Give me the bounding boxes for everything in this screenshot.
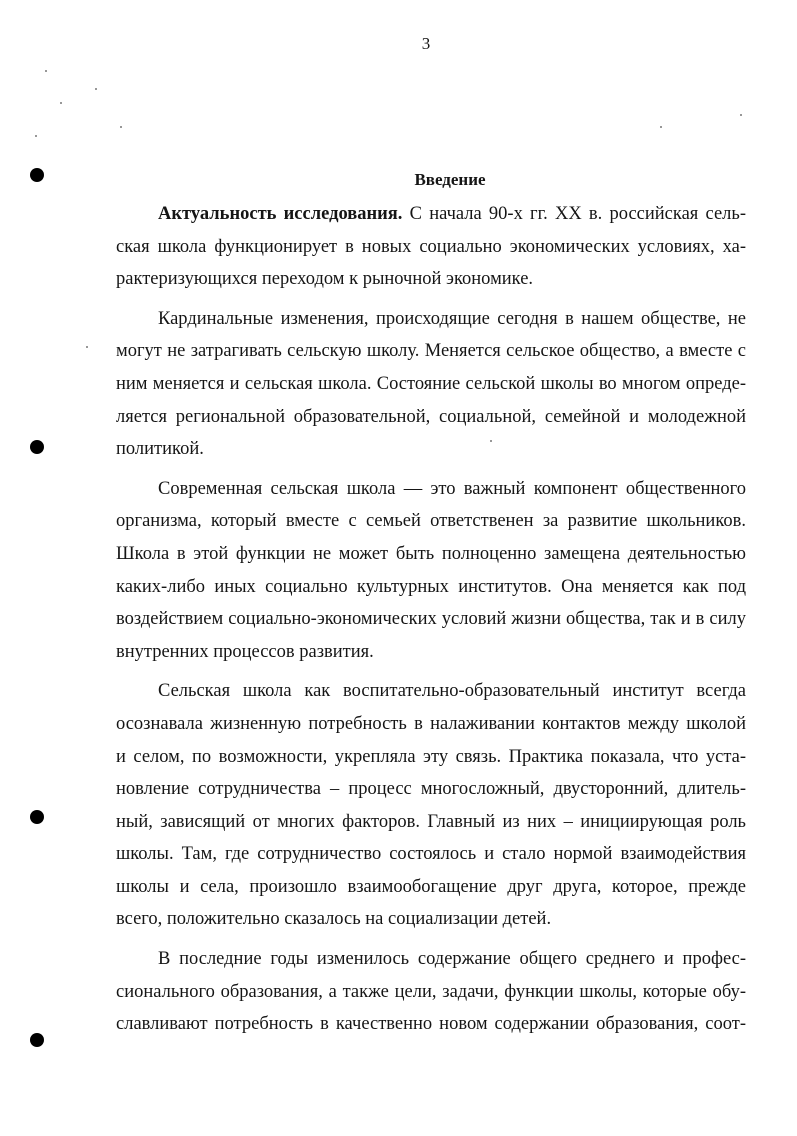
text-line: организма, который вместе с семьей ответственен за развитие школьников. — [116, 511, 746, 532]
paragraph — [116, 675, 746, 936]
text-line — [116, 198, 746, 231]
text-span: С начала 90-х гг. XX в. российская сель- — [402, 204, 746, 224]
text-line: могут не затрагивать сельскую школу. Меняется сельское общество, а вместе с — [116, 341, 746, 362]
binder-hole — [30, 1033, 44, 1047]
binder-hole — [30, 810, 44, 824]
text-line: ный, зависящий от многих факторов. Главный из них – инициирующая роль — [116, 811, 746, 832]
text-line: воздействием социально-экономических условий жизни общества, так и в силу — [116, 609, 746, 630]
text-line: В последние годы изменилось содержание общего среднего и профес- — [158, 949, 746, 970]
paragraph — [116, 943, 746, 1041]
scan-speck — [660, 126, 662, 128]
text-line: ним меняется и сельская школа. Состояние сельской школы во многом опреде- — [116, 373, 746, 394]
text-line: ляется региональной образовательной, социальной, семейной и молодежной — [116, 406, 746, 427]
text-line: Сельская школа как воспитательно-образовательный институт всегда — [158, 681, 746, 702]
scan-speck — [740, 114, 742, 116]
text-line: политикой. — [116, 439, 204, 460]
text-line: школы. Там, где сотрудничество состоялось и стало нормой взаимодействия — [116, 844, 746, 865]
text-line: сионального образования, а также цели, задачи, функции школы, которые обу- — [116, 981, 746, 1002]
text-line: Кардинальные изменения, происходящие сегодня в нашем обществе, не — [158, 308, 746, 329]
text-line: школы и села, произошло взаимообогащение друг друга, которое, прежде — [116, 876, 746, 897]
scan-speck — [120, 126, 122, 128]
body-text — [116, 198, 746, 1041]
text-line: внутренних процессов развития. — [116, 641, 374, 662]
text-line: ская школа функционирует в новых социально экономических условиях, ха- — [116, 236, 746, 257]
scan-speck — [45, 70, 47, 72]
scan-speck — [86, 346, 88, 348]
lead-phrase: Актуальность исследования. — [158, 204, 403, 224]
text-line: Современная сельская школа — это важный компонент общественного — [158, 478, 746, 499]
text-line: осознавала жизненную потребность в налаживании контактов между школой — [116, 713, 746, 734]
paragraph — [116, 473, 746, 669]
scan-speck — [35, 135, 37, 137]
binder-hole — [30, 440, 44, 454]
text-line: славливают потребность в качественно новом содержании образования, соот- — [116, 1014, 746, 1035]
text-line: новление сотрудничества – процесс многосложный, двусторонний, длитель- — [116, 779, 746, 800]
paragraph — [116, 198, 746, 296]
section-heading: Введение — [414, 170, 486, 189]
text-line: всего, положительно сказалось на социализации детей. — [116, 909, 552, 930]
page-number: 3 — [421, 34, 431, 53]
text-line: и селом, по возможности, укрепляла эту связь. Практика показала, что уста- — [116, 746, 746, 767]
scan-speck — [60, 102, 62, 104]
scan-speck — [95, 88, 97, 90]
text-line: каких-либо иных социально культурных институтов. Она меняется как под — [116, 576, 746, 597]
paragraph — [116, 303, 746, 466]
text-line: Школа в этой функции не может быть полноценно замещена деятельностью — [116, 543, 746, 564]
text-line: рактеризующихся переходом к рыночной экономике. — [116, 269, 534, 290]
